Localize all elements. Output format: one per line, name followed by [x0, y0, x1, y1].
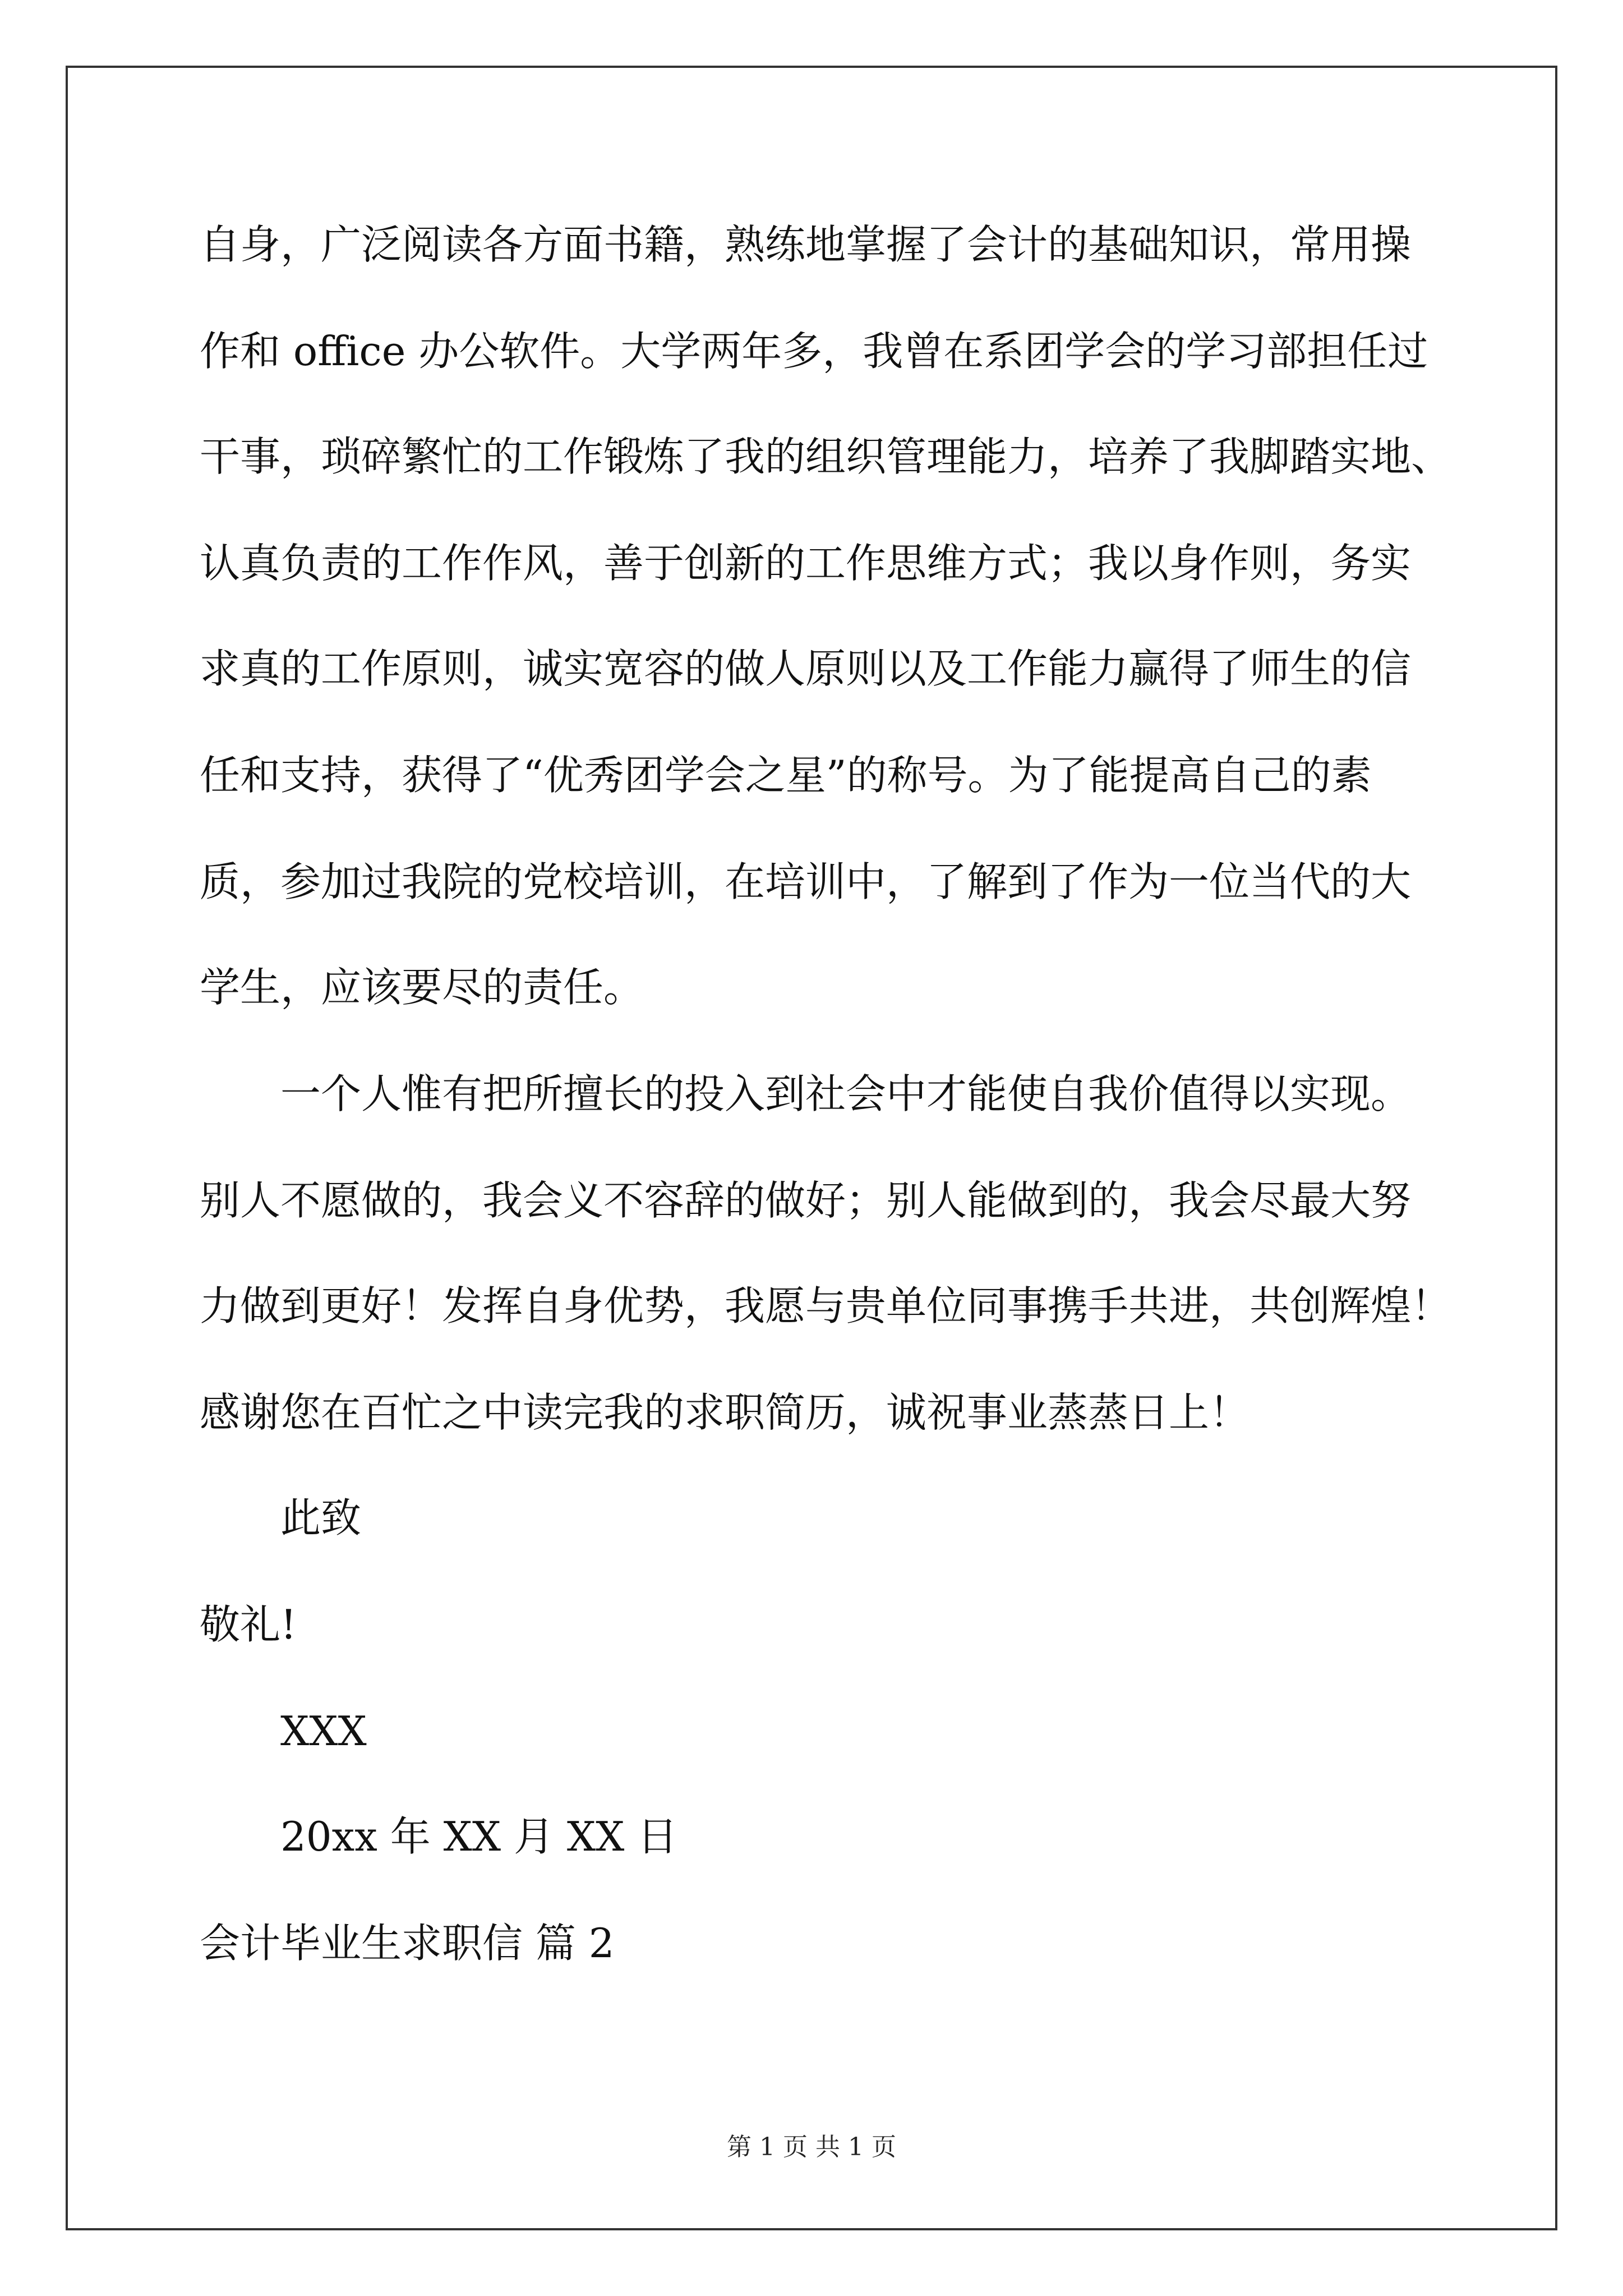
body-line: 干事，琐碎繁忙的工作锻炼了我的组织管理能力，培养了我脚踏实地、 — [200, 433, 1452, 480]
body-line: 学生，应该要尽的责任。 — [200, 964, 644, 1011]
page-footer: 第 1 页 共 1 页 — [727, 2133, 896, 2161]
regards: 敬礼! — [200, 1601, 297, 1648]
body-line: 求真的工作原则，诚实宽容的做人原则以及工作能力赢得了师生的信 — [200, 645, 1412, 692]
salutation: 此致 — [280, 1494, 362, 1542]
date: 20xx 年 XX 月 XX 日 — [280, 1813, 678, 1860]
body-line: 认真负责的工作作风，善于创新的工作思维方式；我以身作则，务实 — [200, 540, 1412, 587]
body-line: 任和支持，获得了“优秀团学会之星”的称号。为了能提高自己的素 — [200, 752, 1372, 799]
body-line: 一个人惟有把所擅长的投入到社会中才能使自我价值得以实现。 — [280, 1070, 1412, 1117]
body-line: 别人不愿做的，我会义不容辞的做好；别人能做到的，我会尽最大努 — [200, 1177, 1412, 1224]
body-line: 感谢您在百忙之中读完我的求职简历，诚祝事业蒸蒸日上！ — [200, 1389, 1250, 1436]
page-border — [66, 66, 1557, 2230]
body-line: 自身，广泛阅读各方面书籍，熟练地掌握了会计的基础知识，常用操 — [200, 221, 1412, 268]
signature: XXX — [280, 1708, 367, 1755]
body-line: 质，参加过我院的党校培训，在培训中，了解到了作为一位当代的大 — [200, 858, 1412, 905]
section-heading: 会计毕业生求职信 篇 2 — [200, 1920, 615, 1967]
body-line: 作和 office 办公软件。大学两年多，我曾在系团学会的学习部担任过 — [200, 328, 1428, 375]
body-line: 力做到更好！发挥自身优势，我愿与贵单位同事携手共进，共创辉煌！ — [200, 1282, 1452, 1329]
